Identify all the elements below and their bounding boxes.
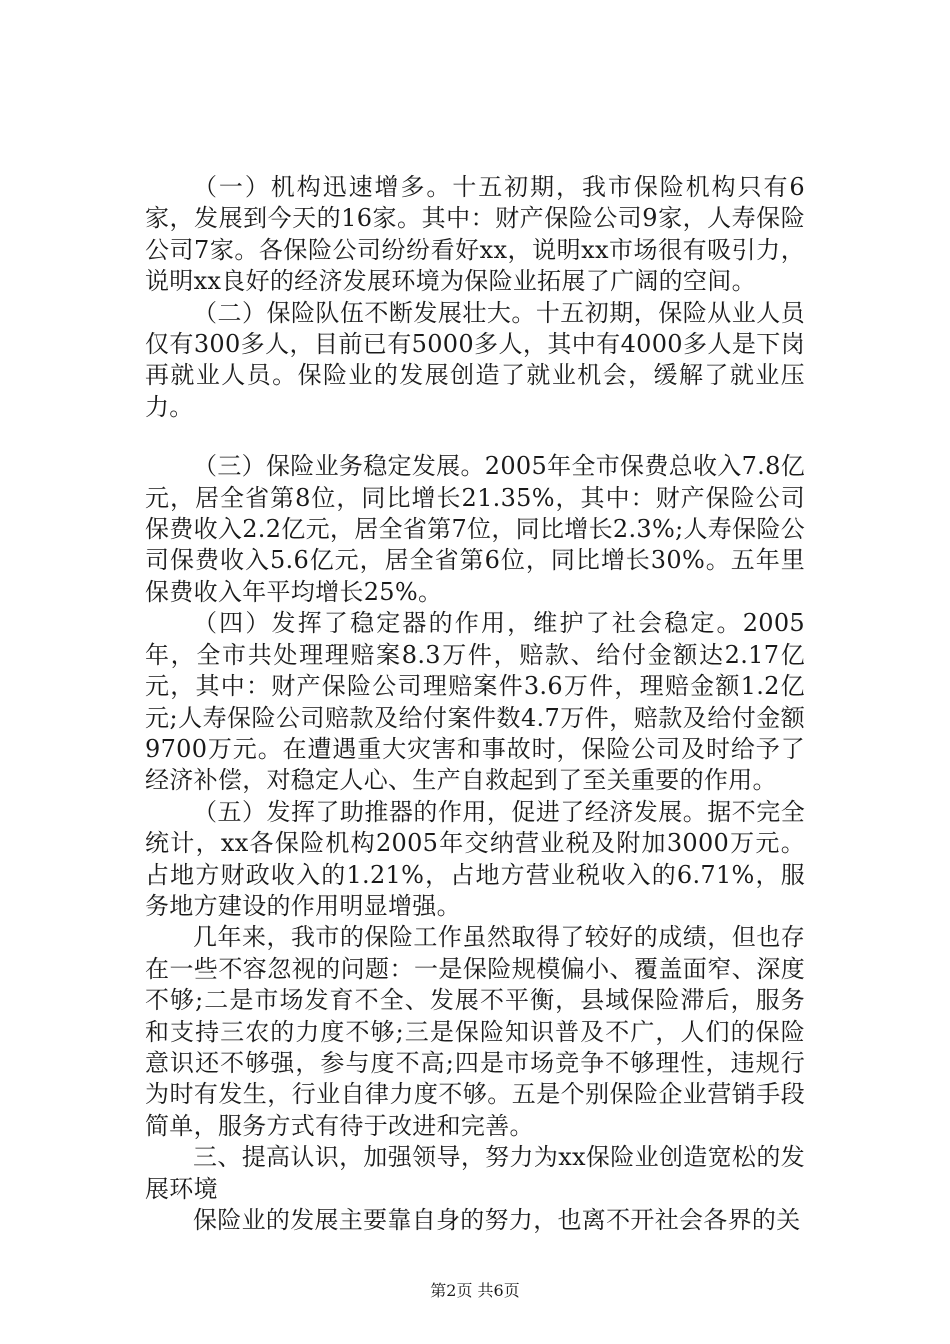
paragraph-stabilizer: （四）发挥了稳定器的作用，维护了社会稳定。2005年，全市共处理理赔案8.3万件，赔款、给付金额达2.17亿元，其中：财产保险公司理赔案件3.6万件，理赔金额1.2亿元;人寿保险公司赔款及给付案件数4.7万件，赔款及给付金额9700万元。在遭遇重大灾害和事故时，保险公司及时给予了经济补偿，对稳定人心、生产自救起到了至关重要的作用。	[145, 609, 805, 795]
paragraph-workforce: （二）保险队伍不断发展壮大。十五初期，保险从业人员仅有300多人，目前已有5000多人，其中有4000多人是下岗再就业人员。保险业的发展创造了就业机会，缓解了就业压力。	[145, 298, 805, 421]
page-number-footer: 第2页 共6页	[430, 1281, 520, 1300]
document-body	[145, 172, 805, 1236]
section-heading-three: 三、提高认识，加强领导，努力为xx保险业创造宽松的发展环境	[145, 1143, 805, 1203]
paragraph-booster: （五）发挥了助推器的作用，促进了经济发展。据不完全统计，xx各保险机构2005年交纳营业税及附加3000万元。占地方财政收入的1.21%，占地方营业税收入的6.71%，服务地方建设的作用明显增强。	[145, 797, 805, 920]
paragraph-institutions: （一）机构迅速增多。十五初期，我市保险机构只有6家，发展到今天的16家。其中：财产保险公司9家，人寿保险公司7家。各保险公司纷纷看好xx，说明xx市场很有吸引力，说明xx良好的经济发展环境为保险业拓展了广阔的空间。	[145, 173, 805, 296]
paragraph-development: 保险业的发展主要靠自身的努力，也离不开社会各界的关	[193, 1206, 801, 1234]
paragraph-problems: 几年来，我市的保险工作虽然取得了较好的成绩，但也存在一些不容忽视的问题：一是保险规模偏小、覆盖面窄、深度不够;二是市场发育不全、发展不平衡，县域保险滞后，服务和支持三农的力度不够;三是保险知识普及不广，人们的保险意识还不够强，参与度不高;四是市场竞争不够理性，违规行为时有发生，行业自律力度不够。五是个别保险企业营销手段简单，服务方式有待于改进和完善。	[145, 923, 805, 1140]
paragraph-business: （三）保险业务稳定发展。2005年全市保费总收入7.8亿元，居全省第8位，同比增长21.35%，其中：财产保险公司保费收入2.2亿元，居全省第7位，同比增长2.3%;人寿保险公司保费收入5.6亿元，居全省第6位，同比增长30%。五年里保费收入年平均增长25%。	[145, 452, 805, 606]
